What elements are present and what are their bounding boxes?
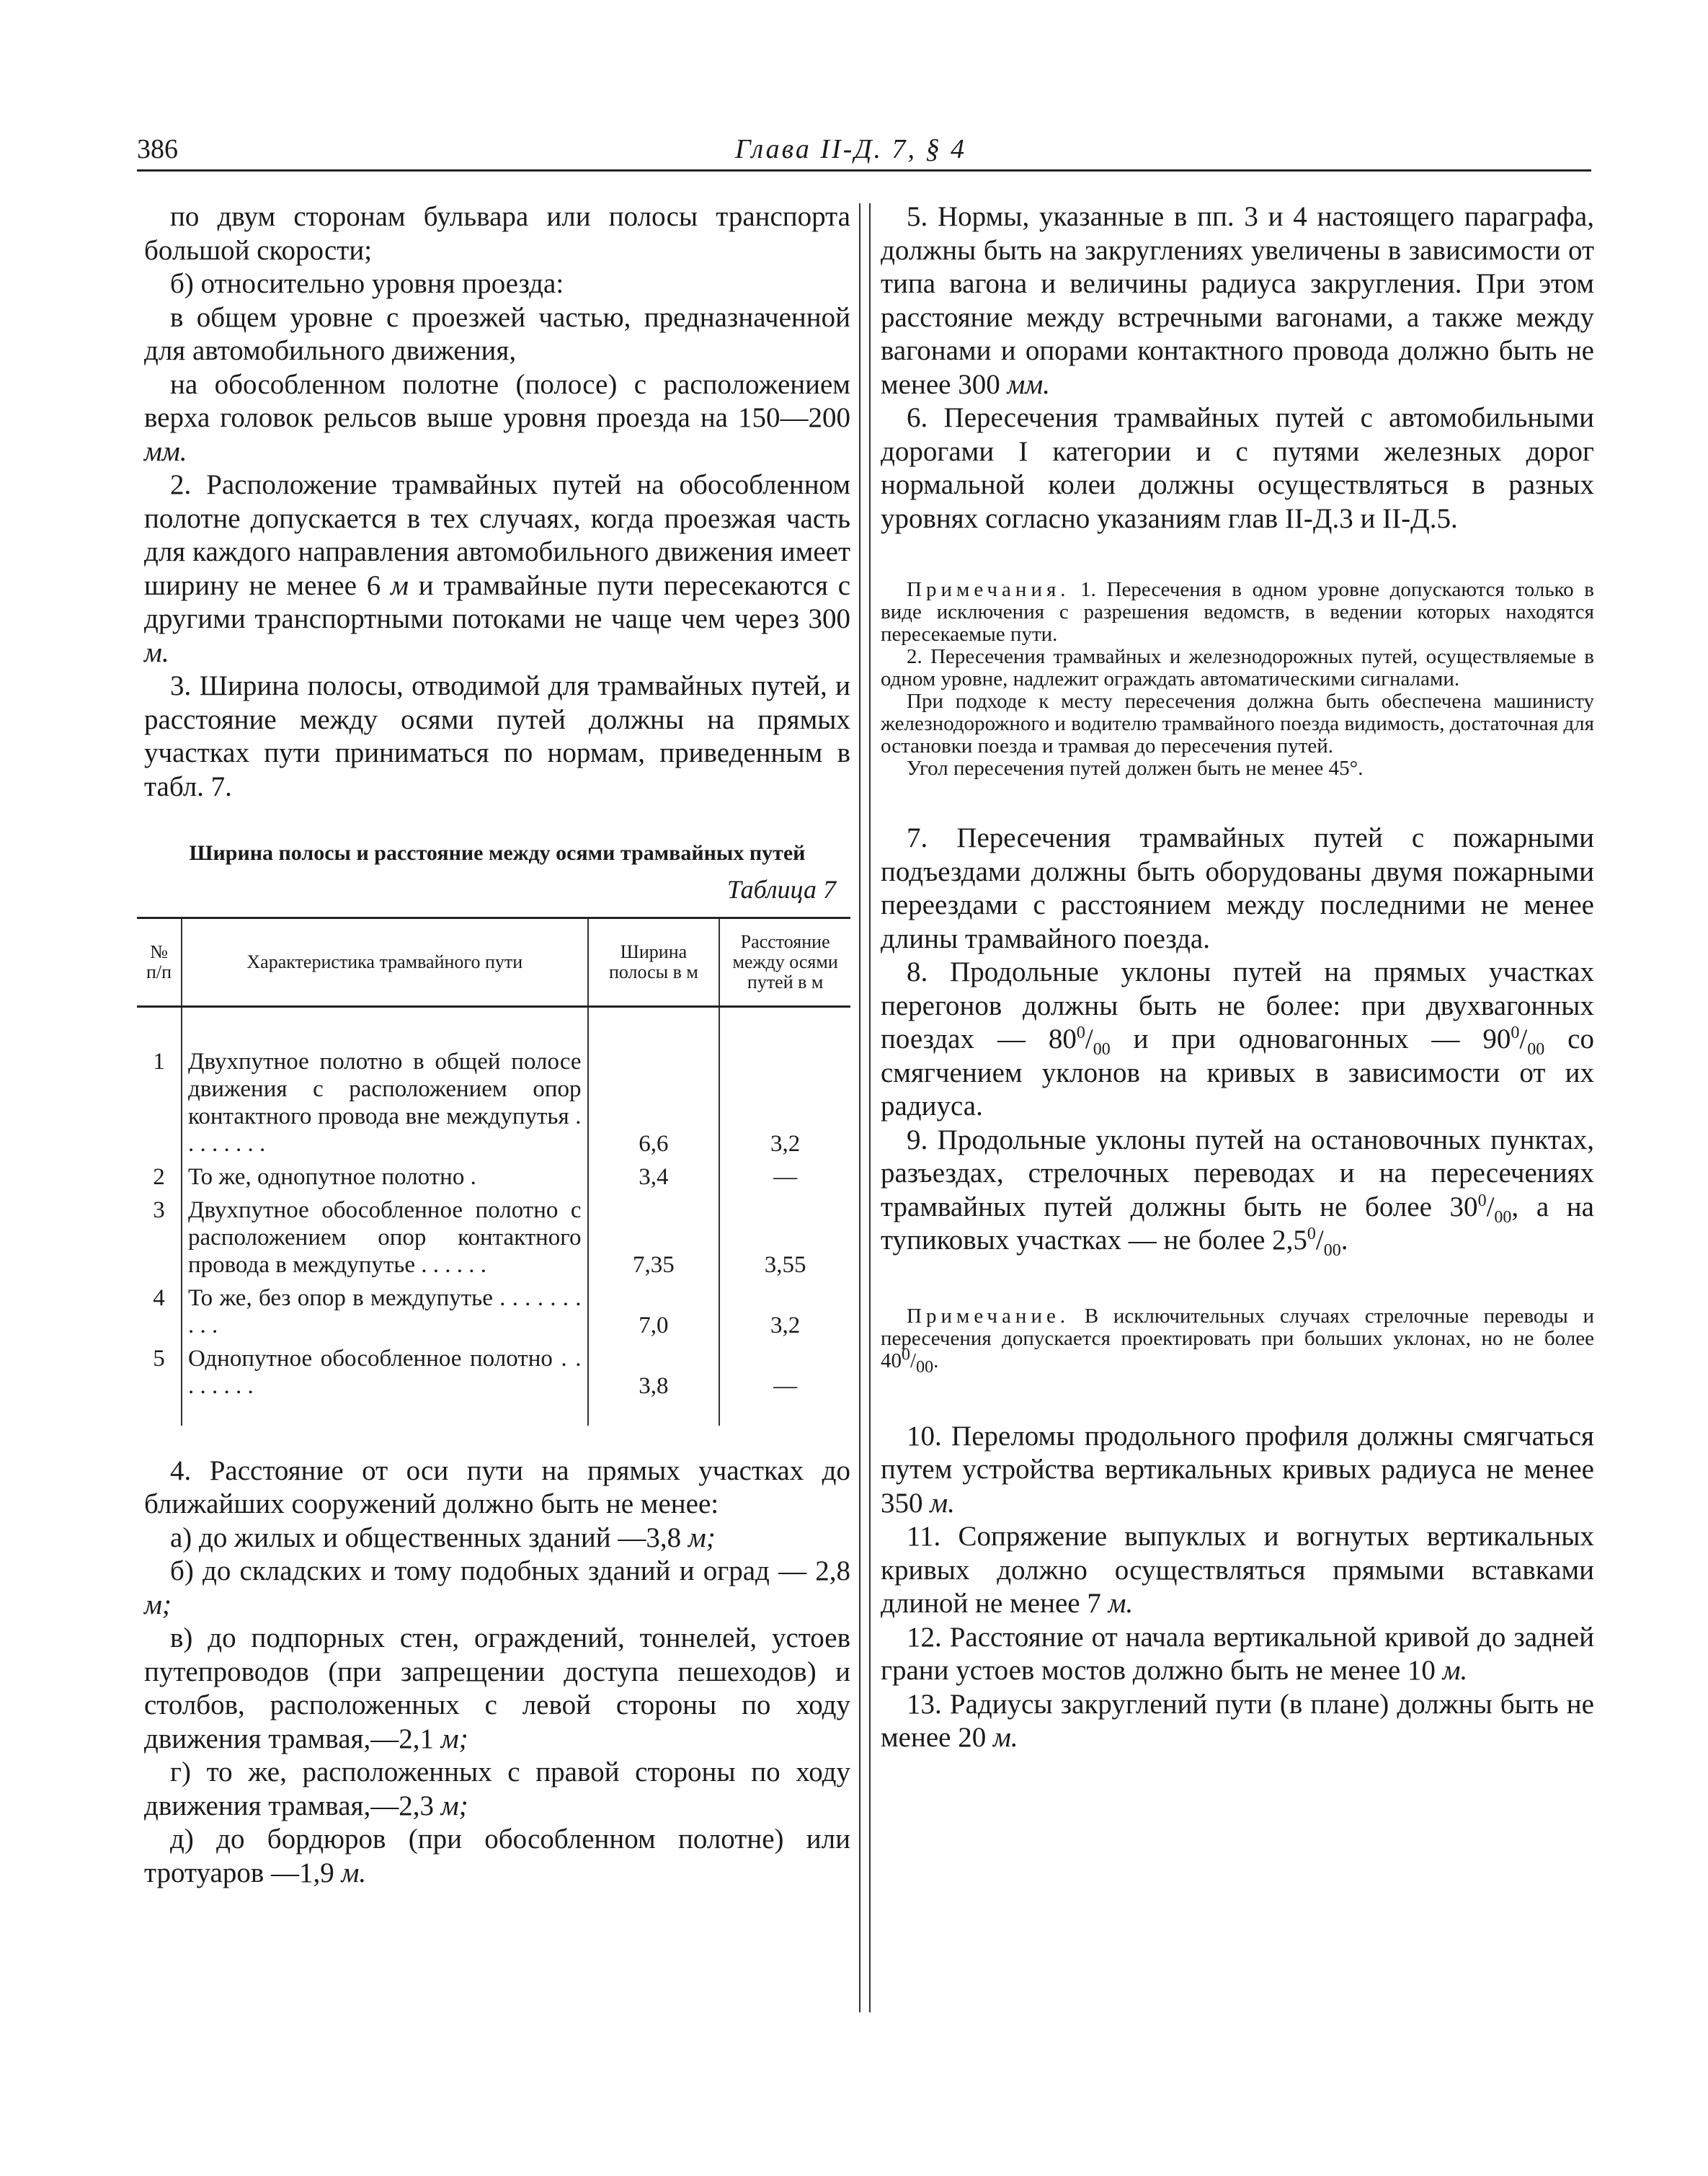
table-row bbox=[137, 1342, 850, 1426]
row-description: То же, без опор в междупутье . . . . . . . . . . bbox=[182, 1282, 588, 1342]
text: 12. Расстояние от начала вертикальной кривой до задней грани устоев мостов должно быть не менее 10 bbox=[881, 1621, 1594, 1686]
text: . bbox=[1340, 1225, 1348, 1256]
permille-slash: / bbox=[1085, 1023, 1093, 1054]
permille-sup: 0 bbox=[1511, 1023, 1520, 1042]
paragraph: в общем уровне с проезжей частью, предназначенной для автомобильного движения, bbox=[144, 301, 850, 366]
paragraph: по двум сторонам бульвара или полосы транспорта большой скорости; bbox=[144, 201, 850, 266]
paragraph bbox=[144, 368, 850, 469]
running-head: Глава II-Д. 7, § 4 bbox=[735, 134, 967, 164]
text: б) до складских и тому подобных зданий и оград — 2,8 bbox=[170, 1555, 850, 1586]
text: , а на тупиковых участках — не более 2,5 bbox=[881, 1191, 1594, 1256]
column-header: № п/п bbox=[137, 918, 182, 1006]
note-block bbox=[881, 1304, 1594, 1377]
paragraph: 6. Пересечения трамвайных путей с автомобильными дорогами I категории и с путями железных дорог нормальной колеи должны осуществляться в разных уровнях согласно указаниям глав II-Д.3 и II-Д.5. bbox=[881, 402, 1594, 534]
paragraph bbox=[144, 1823, 850, 1890]
note-paragraph bbox=[881, 579, 1594, 646]
note-paragraph: Угол пересечения путей должен быть не менее 45°. bbox=[907, 757, 1364, 780]
paragraph: 7. Пересечения трамвайных путей с пожарными подъездами должны быть оборудованы двумя пожарными переездами с расстоянием между последними не менее длины трамвайного поезда. bbox=[881, 822, 1594, 954]
text: 5. Нормы, указанные в пп. 3 и 4 настоящего параграфа, должны быть на закруглениях увеличены в зависимости от типа вагона и величины радиуса закругления. При этом расстояние между встречными вагонами, а также между вагонами и опорами контактного провода должно быть не менее 300 bbox=[881, 201, 1594, 400]
paragraph bbox=[144, 1756, 850, 1823]
page-number: 386 bbox=[137, 134, 178, 164]
paragraph bbox=[144, 468, 850, 670]
page-header bbox=[137, 133, 1591, 172]
row-width: 3,8 bbox=[588, 1342, 720, 1426]
table-row bbox=[137, 1194, 850, 1282]
row-width: 3,4 bbox=[588, 1160, 720, 1194]
unit: м. bbox=[144, 636, 169, 668]
unit: м; bbox=[688, 1522, 716, 1553]
row-description: Двухпутное полотно в общей полосе движения с расположением опор контактного провода вне междупутья . . . . . . . . bbox=[182, 1006, 588, 1160]
text: 10. Переломы продольного профиля должны смягчаться путем устройства вертикальных кривых радиуса не менее 350 bbox=[881, 1420, 1594, 1519]
row-axis: — bbox=[719, 1160, 850, 1194]
paragraph bbox=[881, 200, 1594, 401]
paragraph bbox=[144, 1522, 850, 1555]
text: и трамвайные пути пересекаются с другими транспортными потоками не чаще чем через 300 bbox=[144, 569, 850, 634]
permille-slash: / bbox=[1519, 1023, 1528, 1054]
text: д) до бордюров (при обособленном полотне) или тротуаров —1,9 bbox=[144, 1824, 850, 1888]
column-header: Характеристика трамвайного пути bbox=[182, 918, 588, 1006]
unit: мм. bbox=[144, 435, 187, 467]
paragraph: 3. Ширина полосы, отводимой для трамвайных путей, и расстояние между осями путей должны на прямых участках пути приниматься по нормам, приведенным в табл. 7. bbox=[144, 670, 850, 802]
paragraph bbox=[144, 1555, 850, 1622]
column-header: Ширина полосы в м bbox=[588, 918, 720, 1006]
text: 13. Радиусы закруглений пути (в плане) должны быть не менее 20 bbox=[881, 1688, 1594, 1753]
paragraph bbox=[881, 1420, 1594, 1521]
right-column bbox=[881, 200, 1594, 1755]
permille-sub: 00 bbox=[1527, 1039, 1545, 1059]
note-block bbox=[881, 579, 1594, 780]
column-divider bbox=[859, 203, 871, 2012]
unit: м; bbox=[440, 1723, 468, 1754]
permille-sup: 0 bbox=[1477, 1191, 1487, 1210]
unit: м; bbox=[440, 1790, 468, 1821]
permille-sub: 00 bbox=[1093, 1039, 1111, 1059]
row-number: 2 bbox=[153, 1163, 165, 1190]
permille-sub: 00 bbox=[1494, 1207, 1512, 1227]
unit: м. bbox=[1108, 1588, 1134, 1619]
row-axis: 3,2 bbox=[719, 1282, 850, 1342]
table-header-row bbox=[137, 918, 850, 1006]
text: в) до подпорных стен, ограждений, тоннелей, устоев путепроводов (при запрещении доступа пешеходов) и столбов, расположенных с левой стороны по ходу движения трамвая,—2,1 bbox=[144, 1622, 850, 1754]
paragraph bbox=[881, 956, 1594, 1124]
unit: м bbox=[391, 569, 409, 601]
paragraph bbox=[881, 1520, 1594, 1621]
permille-sup: 0 bbox=[902, 1344, 910, 1364]
paragraph: 4. Расстояние от оси пути на прямых участках до ближайших сооружений должно быть не менее: bbox=[144, 1455, 850, 1519]
permille-sub: 00 bbox=[1323, 1240, 1341, 1260]
row-axis: 3,2 bbox=[719, 1006, 850, 1160]
text: г) то же, расположенных с правой стороны по ходу движения трамвая,—2,3 bbox=[144, 1757, 850, 1821]
text: со смягчением уклонов на кривых в зависимости от их радиуса. bbox=[881, 1023, 1594, 1122]
unit: м. bbox=[341, 1857, 367, 1888]
table-row bbox=[137, 1282, 850, 1342]
text: . bbox=[933, 1349, 939, 1372]
row-description: Однопутное обособленное полотно . . . . . . . . bbox=[182, 1342, 588, 1426]
row-width: 7,0 bbox=[588, 1282, 720, 1342]
row-number: 3 bbox=[153, 1196, 165, 1223]
row-description: То же, однопутное полотно . bbox=[182, 1160, 588, 1194]
text: на обособленном полотне (полосе) с расположением верха головок рельсов выше уровня проезда на 150—200 bbox=[144, 368, 850, 433]
permille-slash: / bbox=[910, 1349, 917, 1372]
permille-slash: / bbox=[1315, 1225, 1324, 1256]
column-header: Расстояние между осями путей в м bbox=[719, 918, 850, 1006]
paragraph bbox=[881, 1688, 1594, 1755]
paragraph: б) относительно уровня проезда: bbox=[170, 268, 564, 299]
unit: м; bbox=[144, 1589, 172, 1620]
table-row bbox=[137, 1006, 850, 1160]
row-axis: 3,55 bbox=[719, 1194, 850, 1282]
note-label: Примечание. bbox=[907, 1304, 1070, 1328]
unit: м. bbox=[992, 1722, 1018, 1753]
permille-sup: 0 bbox=[1307, 1225, 1316, 1243]
text: и при одновагонных — 90 bbox=[1110, 1023, 1511, 1054]
note-paragraph: При подходе к месту пересечения должна быть обеспечена машинисту железнодорожного и водителю трамвайного поезда видимость, достаточная для остановки поезда и трамвая до пересечения путей. bbox=[881, 690, 1594, 758]
row-number: 4 bbox=[153, 1284, 165, 1311]
data-table bbox=[137, 917, 850, 1426]
row-axis: — bbox=[719, 1342, 850, 1426]
unit: мм. bbox=[1007, 368, 1051, 400]
unit: м. bbox=[1442, 1655, 1468, 1686]
permille-slash: / bbox=[1486, 1191, 1495, 1222]
unit: м. bbox=[930, 1487, 955, 1519]
row-number: 1 bbox=[153, 1048, 165, 1075]
text: 1. Пересечения в одном уровне допускаются только в виде исключения с разрешения ведомств, в ведении которых находятся пересекаемые пути. bbox=[881, 578, 1594, 646]
text: В исключительных случаях стрелочные переводы и пересечения допускается проектировать при больших уклонах, но не более 40 bbox=[881, 1304, 1594, 1372]
paragraph bbox=[881, 1621, 1594, 1688]
row-width: 7,35 bbox=[588, 1194, 720, 1282]
note-label: Примечания. bbox=[907, 578, 1070, 601]
text: 9. Продольные уклоны путей на остановочных пунктах, разъездах, стрелочных переводах и на пересечениях трамвайных путей должны быть не более 30 bbox=[881, 1124, 1594, 1222]
text: 2. Расположение трамвайных путей на обособленном полотне допускается в тех случаях, когда проезжая часть для каждого направления автомобильного движения имеет ширину не менее 6 bbox=[144, 469, 850, 601]
left-column bbox=[144, 200, 850, 1890]
text: 11. Сопряжение выпуклых и вогнутых вертикальных кривых должно осуществляться прямыми вставками длиной не менее 7 bbox=[881, 1521, 1594, 1619]
note-paragraph: 2. Пересечения трамвайных и железнодорожных путей, осуществляемые в одном уровне, надлежит ограждать автоматическими сигналами. bbox=[881, 645, 1594, 690]
table-title: Ширина полосы и расстояние между осями трамвайных путей bbox=[189, 841, 806, 865]
text: 8. Продольные уклоны путей на прямых участках перегонов должны быть не более: при двухвагонных поездах — 80 bbox=[881, 956, 1594, 1054]
text: а) до жилых и общественных зданий —3,8 bbox=[170, 1522, 688, 1553]
paragraph bbox=[144, 1622, 850, 1756]
row-number: 5 bbox=[153, 1345, 165, 1372]
row-description: Двухпутное обособленное полотно с расположением опор контактного провода в междупутье . . . . . . bbox=[182, 1194, 588, 1282]
table-row bbox=[137, 1160, 850, 1194]
row-width: 6,6 bbox=[588, 1006, 720, 1160]
paragraph bbox=[881, 1124, 1594, 1258]
permille-sub: 00 bbox=[916, 1357, 934, 1377]
note-paragraph bbox=[881, 1304, 1594, 1377]
permille-sup: 0 bbox=[1076, 1023, 1085, 1042]
table-label: Таблица 7 bbox=[726, 875, 836, 904]
